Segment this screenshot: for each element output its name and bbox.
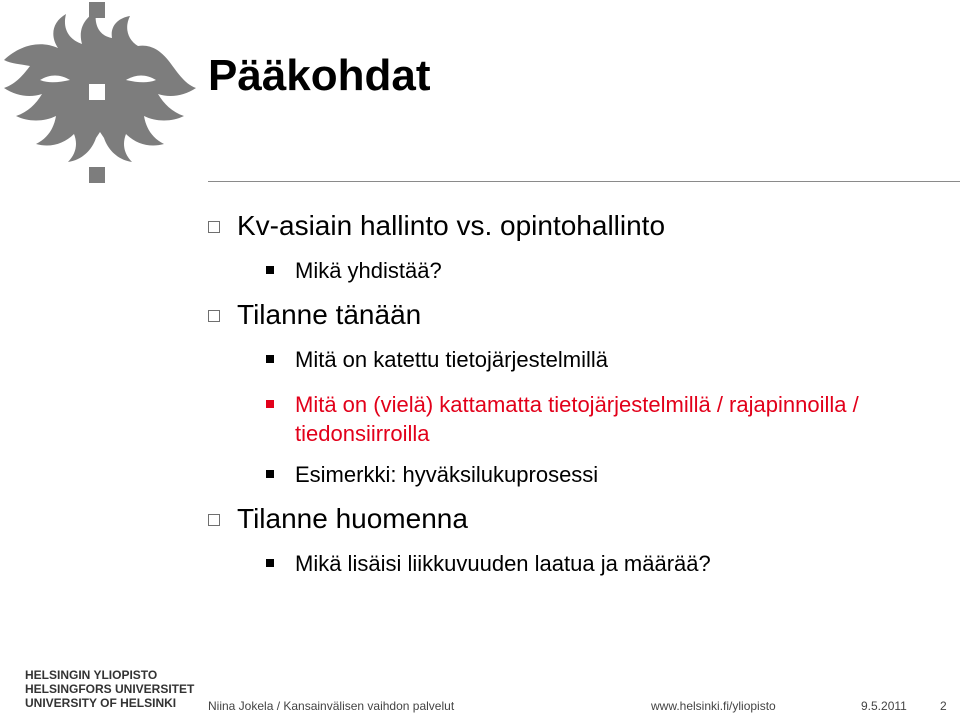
footer-date: 9.5.2011 [861, 699, 907, 713]
sub-bullet-text: Mikä lisäisi liikkuvuuden laatua ja määrää? [295, 551, 711, 576]
university-wordmark [25, 668, 194, 710]
university-name-en: UNIVERSITY OF HELSINKI [25, 696, 177, 710]
footer-author: Niina Jokela / Kansainvälisen vaihdon palvelut [208, 699, 455, 713]
square-outline-bullet-icon [208, 514, 220, 526]
title-divider [208, 181, 960, 182]
footer-url: www.helsinki.fi/yliopisto [651, 699, 776, 713]
square-outline-bullet-icon [208, 310, 220, 322]
square-outline-bullet-icon [208, 221, 220, 233]
sub-bullet-text: Mitä on (vielä) kattamatta tietojärjestelmillä / rajapinnoilla / tiedonsiirroilla [295, 392, 859, 446]
university-name-sv: HELSINGFORS UNIVERSITET [25, 682, 195, 696]
bullet-text: Tilanne tänään [237, 299, 422, 330]
sub-bullet-item [266, 460, 598, 489]
square-bullet-icon [266, 266, 274, 274]
sub-bullet-text: Mitä on katettu tietojärjestelmillä [295, 347, 609, 372]
bullet-text: Tilanne huomenna [237, 503, 468, 534]
university-name-fi: HELSINGIN YLIOPISTO [25, 668, 158, 682]
bullet-text: Kv-asiain hallinto vs. opintohallinto [237, 210, 666, 241]
sub-bullet-item-highlighted [266, 390, 946, 448]
university-flame-logo-icon [0, 0, 200, 190]
square-bullet-icon [266, 355, 274, 363]
bullet-item [208, 299, 421, 331]
sub-bullet-item [266, 549, 711, 578]
sub-bullet-text: Esimerkki: hyväksilukuprosessi [295, 462, 599, 487]
page-number: 2 [940, 699, 947, 713]
square-bullet-icon [266, 400, 274, 408]
sub-bullet-item [266, 345, 608, 374]
sub-bullet-text: Mikä yhdistää? [295, 258, 442, 283]
sub-bullet-item [266, 256, 442, 285]
square-bullet-icon [266, 559, 274, 567]
bullet-item [208, 503, 468, 535]
square-bullet-icon [266, 470, 274, 478]
slide-title: Pääkohdat [208, 51, 431, 100]
bullet-item [208, 210, 665, 242]
